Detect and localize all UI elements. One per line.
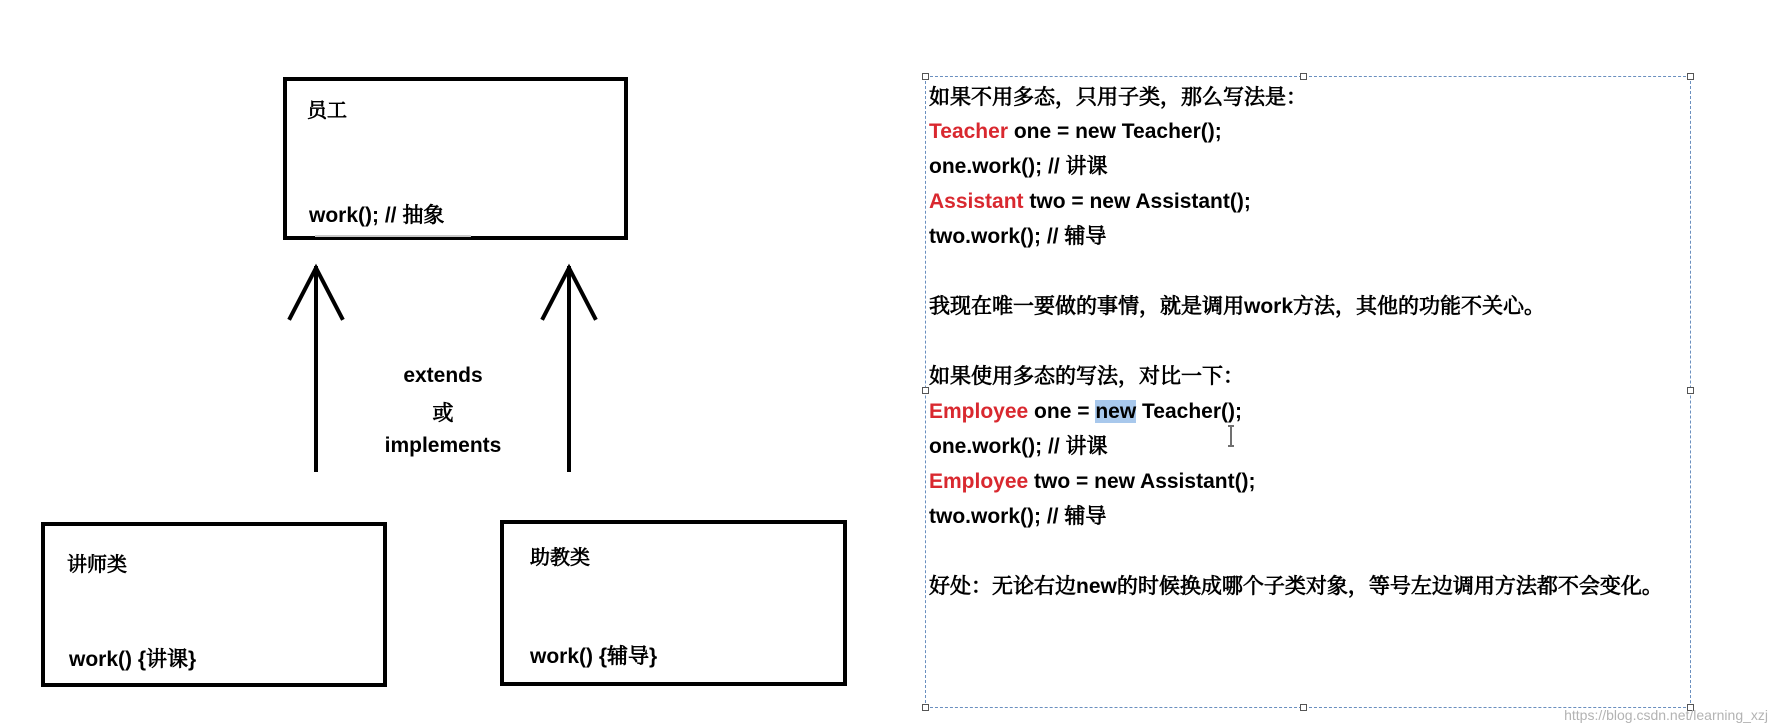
teacher-class-title: 讲师类 xyxy=(67,554,127,576)
resize-handle-tc[interactable] xyxy=(1300,73,1307,80)
teacher-work-method: work() {讲课} xyxy=(69,648,197,671)
note-paragraph-2: 我现在唯一要做的事情，就是调用work方法，其他的功能不关心。 xyxy=(929,295,1546,318)
code-text: one = new Teacher(); xyxy=(1008,120,1222,143)
arrow-assistant-to-employee xyxy=(543,268,595,470)
note-code-line-7 xyxy=(929,467,1256,497)
resize-handle-bc[interactable] xyxy=(1300,704,1307,711)
note-code-line-1 xyxy=(929,117,1222,147)
resize-handle-ml[interactable] xyxy=(922,387,929,394)
note-code-line-4: two.work(); // 辅导 xyxy=(929,225,1107,248)
watermark: https://blog.csdn.net/learning_xzj xyxy=(1564,707,1768,723)
note-code-line-3 xyxy=(929,187,1251,217)
note-code-line-8: two.work(); // 辅导 xyxy=(929,505,1107,528)
note-code-line-2: one.work(); // 讲课 xyxy=(929,155,1108,178)
note-code-line-6: one.work(); // 讲课 xyxy=(929,435,1108,458)
type-keyword: Assistant xyxy=(929,190,1024,213)
note-intro: 如果不用多态，只用子类，那么写法是： xyxy=(929,86,1307,109)
resize-handle-mr[interactable] xyxy=(1687,387,1694,394)
type-keyword: Teacher xyxy=(929,120,1008,143)
note-paragraph-3: 如果使用多态的写法，对比一下： xyxy=(929,365,1244,388)
teacher-class-box xyxy=(41,522,387,687)
code-text: two = new Assistant(); xyxy=(1023,190,1251,213)
employee-work-method: work(); // 抽象 xyxy=(309,204,445,227)
employee-class-title: 员工 xyxy=(307,100,347,122)
assistant-work-method: work() {辅导} xyxy=(530,645,658,668)
code-text: Teacher(); xyxy=(1136,400,1242,423)
assistant-class-box xyxy=(500,520,847,686)
assistant-class-title: 助教类 xyxy=(530,547,590,569)
type-keyword: Employee xyxy=(929,400,1029,423)
code-text: two = new Assistant(); xyxy=(1028,470,1256,493)
relation-label-or: 或 xyxy=(432,402,454,425)
text-cursor-icon xyxy=(1226,425,1236,447)
relation-label-extends: extends xyxy=(403,364,483,387)
resize-handle-tl[interactable] xyxy=(922,73,929,80)
relation-label-implements: implements xyxy=(384,434,502,457)
note-code-line-5 xyxy=(929,397,1242,427)
selected-text: new xyxy=(1095,400,1137,423)
resize-handle-tr[interactable] xyxy=(1687,73,1694,80)
type-keyword: Employee xyxy=(929,470,1029,493)
note-benefit: 好处：无论右边new的时候换成哪个子类对象，等号左边调用方法都不会变化。 xyxy=(929,575,1663,598)
code-text: one = xyxy=(1028,400,1096,423)
resize-handle-bl[interactable] xyxy=(922,704,929,711)
arrow-teacher-to-employee xyxy=(290,268,342,470)
